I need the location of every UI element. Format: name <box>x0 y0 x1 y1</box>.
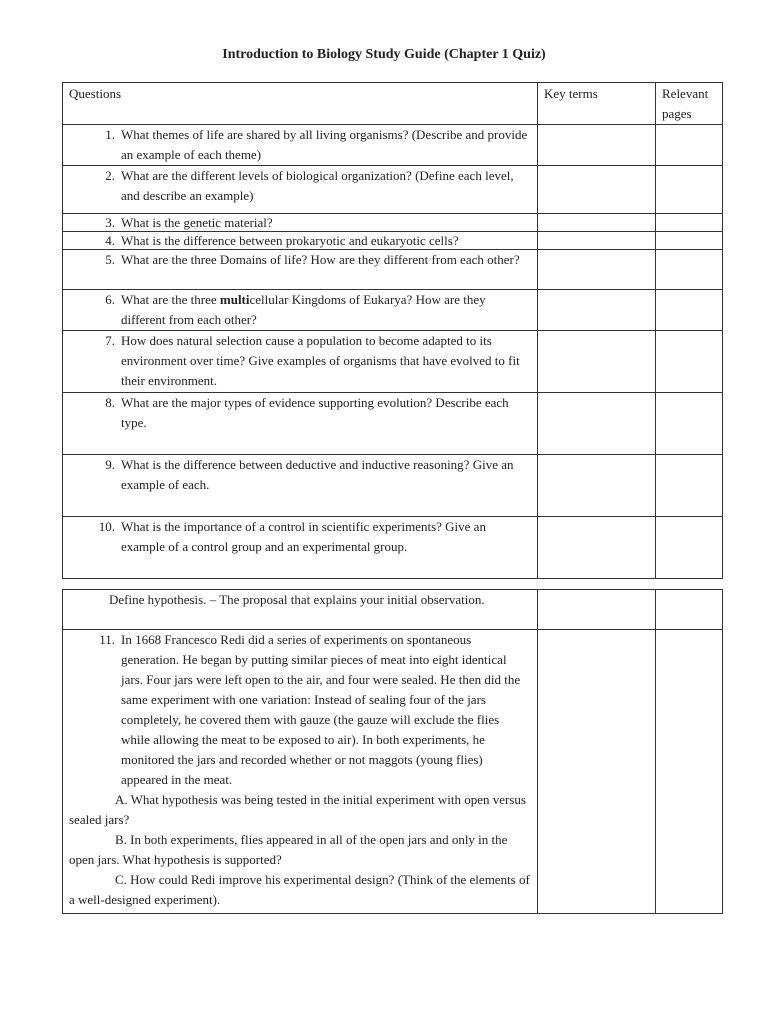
key-terms-cell[interactable] <box>538 214 656 232</box>
pages-cell[interactable] <box>656 331 723 393</box>
page-title: Introduction to Biology Study Guide (Chapter 1 Quiz) <box>222 47 546 62</box>
key-terms-header: Key terms <box>538 83 656 125</box>
question-text: What are the major types of evidence supporting evolution? Describe each type. <box>121 395 509 430</box>
experiment-table <box>62 589 723 914</box>
key-terms-cell[interactable] <box>538 331 656 393</box>
question-text: What is the difference between prokaryotic and eukaryotic cells? <box>121 233 459 248</box>
question-number: 9. <box>105 457 115 472</box>
sub-question-a: A. What hypothesis was being tested in the initial experiment with open versus sealed jars? <box>69 792 526 827</box>
table-row <box>63 125 723 166</box>
pages-cell[interactable] <box>656 630 723 914</box>
hypothesis-definition: Define hypothesis. – The proposal that explains your initial observation. <box>63 590 538 630</box>
key-terms-cell[interactable] <box>538 630 656 914</box>
question-number: 8. <box>105 395 115 410</box>
question-number: 4. <box>105 233 115 248</box>
question-text: What are the different levels of biological organization? (Define each level, and describe an example) <box>121 168 514 203</box>
key-terms-cell[interactable] <box>538 455 656 517</box>
question-number: 11. <box>99 632 115 647</box>
question-text: What are the three Domains of life? How are they different from each other? <box>121 252 520 267</box>
sub-question-b: B. In both experiments, flies appeared in all of the open jars and only in the open jars. What hypothesis is supported? <box>69 832 508 867</box>
relevant-pages-header: Relevant pages <box>656 83 723 125</box>
pages-cell[interactable] <box>656 455 723 517</box>
key-terms-cell[interactable] <box>538 517 656 579</box>
table-row <box>63 214 723 232</box>
question-number: 5. <box>105 252 115 267</box>
pages-cell[interactable] <box>656 214 723 232</box>
question-text: What is the difference between deductive and inductive reasoning? Give an example of each. <box>121 457 514 492</box>
question-number: 3. <box>105 215 115 230</box>
table-row <box>63 232 723 250</box>
question-number: 6. <box>105 292 115 307</box>
key-terms-cell[interactable] <box>538 166 656 214</box>
question-text: What are the three multicellular Kingdoms of Eukarya? How are they different from each other? <box>121 292 486 327</box>
question-text: What is the genetic material? <box>121 215 273 230</box>
question-number: 1. <box>105 127 115 142</box>
key-terms-cell[interactable] <box>538 250 656 290</box>
question-text: What themes of life are shared by all living organisms? (Describe and provide an example of each theme) <box>121 127 528 162</box>
pages-cell[interactable] <box>656 232 723 250</box>
table-row <box>63 290 723 331</box>
table-row <box>63 517 723 579</box>
pages-cell[interactable] <box>656 125 723 166</box>
table-row <box>63 250 723 290</box>
key-terms-cell[interactable] <box>538 393 656 455</box>
questions-table <box>62 82 723 579</box>
table-row <box>63 590 723 630</box>
table-row <box>63 393 723 455</box>
questions-header: Questions <box>63 83 538 125</box>
key-terms-cell[interactable] <box>538 232 656 250</box>
table-row <box>63 630 723 914</box>
pages-cell[interactable] <box>656 590 723 630</box>
key-terms-cell[interactable] <box>538 590 656 630</box>
question-text: How does natural selection cause a population to become adapted to its environment over time? Give examples of organisms that have evolved to fit their environment. <box>121 333 520 388</box>
table-row <box>63 331 723 393</box>
pages-cell[interactable] <box>656 393 723 455</box>
table-row <box>63 455 723 517</box>
pages-cell[interactable] <box>656 250 723 290</box>
table-row <box>63 166 723 214</box>
question-text: In 1668 Francesco Redi did a series of experiments on spontaneous generation. He began by putting similar pieces of meat into eight identical jars. Four jars were left open to the air, and four were sealed. He then did the same experiment with one variation: Instead of sealing four of the jars completely, he covered them with gauze (the gauze will exclude the flies while allowing the meat to be exposed to air). In both experiments, he monitored the jars and recorded whether or not maggots (young flies) appeared in the meat. <box>121 632 521 787</box>
pages-cell[interactable] <box>656 166 723 214</box>
header-row <box>63 83 723 125</box>
question-text: What is the importance of a control in scientific experiments? Give an example of a control group and an experimental group. <box>121 519 486 554</box>
question-number: 2. <box>105 168 115 183</box>
question-number: 7. <box>105 333 115 348</box>
question-number: 10. <box>98 519 115 534</box>
pages-cell[interactable] <box>656 517 723 579</box>
sub-question-c: C. How could Redi improve his experimental design? (Think of the elements of a well-designed experiment). <box>69 872 530 907</box>
key-terms-cell[interactable] <box>538 290 656 331</box>
key-terms-cell[interactable] <box>538 125 656 166</box>
pages-cell[interactable] <box>656 290 723 331</box>
